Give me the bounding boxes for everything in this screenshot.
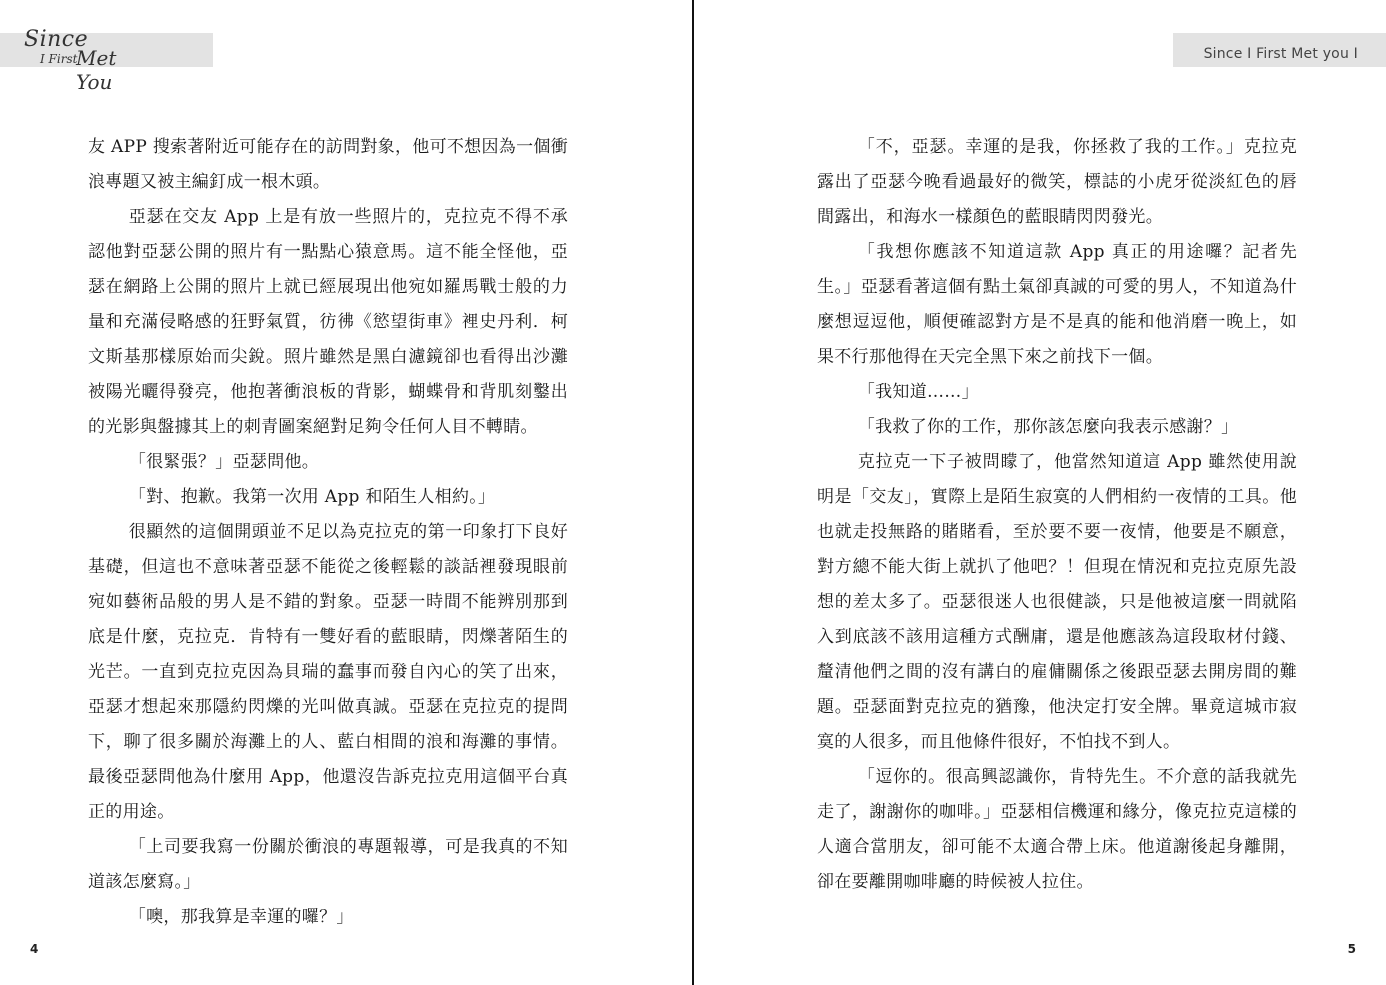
- logo-met-you: Met You: [76, 46, 117, 94]
- running-title: Since I First Met you I: [1203, 46, 1358, 62]
- right-page: [693, 0, 1386, 985]
- paragraph: 「很緊張？」亞瑟問他。: [128, 452, 320, 472]
- page-number: 4: [30, 942, 39, 956]
- paragraph: 「我救了你的工作，那你該怎麼向我表示感謝？」: [857, 417, 1239, 437]
- paragraph: 友 APP 搜索著附近可能存在的訪問對象，他可不想因為一個衝浪專題又被主編釘成一根木頭。: [88, 137, 568, 192]
- paragraph: 很顯然的這個開頭並不足以為克拉克的第一印象打下良好基礎，但這也不意味著亞瑟不能從之後輕鬆的談話裡發現眼前宛如藝術品般的男人是不錯的對象。亞瑟一時間不能辨別那到底是什麼，克拉克．肯特有一雙好看的藍眼睛，閃爍著陌生的光芒。一直到克拉克因為貝瑞的蠢事而發自內心的笑了出來，亞瑟才想起來那隱約閃爍的光叫做真誠。亞瑟在克拉克的提問下，聊了很多關於海灘上的人、藍白相間的浪和海灘的事情。最後亞瑟問他為什麼用 App，他還沒告訴克拉克用這個平台真正的用途。: [88, 522, 568, 822]
- page-number: 5: [1347, 942, 1356, 956]
- body-text: [88, 130, 568, 935]
- paragraph: 「不，亞瑟。幸運的是我，你拯救了我的工作。」克拉克露出了亞瑟今晚看過最好的微笑，標誌的小虎牙從淡紅色的唇間露出，和海水一樣顏色的藍眼睛閃閃發光。: [817, 137, 1297, 227]
- paragraph: 「我知道……」: [857, 382, 979, 402]
- paragraph: 「對、抱歉。我第一次用 App 和陌生人相約。」: [128, 487, 496, 507]
- logo-since: Since: [24, 27, 89, 52]
- logo-i-first: I First: [40, 52, 78, 66]
- paragraph: 克拉克一下子被問矇了，他當然知道這 App 雖然使用說明是「交友」，實際上是陌生寂寞的人們相約一夜情的工具。他也就走投無路的賭賭看，至於要不要一夜情，他要是不願意，對方總不能大街上就扒了他吧？！但現在情況和克拉克原先設想的差太多了。亞瑟很迷人也很健談，只是他被這麼一問就陷入到底該不該用這種方式酬庸，還是他應該為這段取材付錢、釐清他們之間的沒有講白的雇傭關係之後跟亞瑟去開房間的難題。亞瑟面對克拉克的猶豫，他決定打安全牌。畢竟這城市寂寞的人很多，而且他條件很好，不怕找不到人。: [817, 452, 1297, 752]
- paragraph: 亞瑟在交友 App 上是有放一些照片的，克拉克不得不承認他對亞瑟公開的照片有一點點心猿意馬。這不能全怪他，亞瑟在網路上公開的照片上就已經展現出他宛如羅馬戰士般的力量和充滿侵略感的狂野氣質，彷彿《慾望街車》裡史丹利．柯文斯基那樣原始而尖銳。照片雖然是黑白濾鏡卻也看得出沙灘被陽光曬得發亮，他抱著衝浪板的背影，蝴蝶骨和背肌刻鑿出的光影與盤據其上的刺青圖案絕對足夠令任何人目不轉睛。: [88, 207, 568, 437]
- paragraph: 「逗你的。很高興認識你，肯特先生。不介意的話我就先走了，謝謝你的咖啡。」亞瑟相信機運和緣分，像克拉克這樣的人適合當朋友，卻可能不太適合帶上床。他道謝後起身離開，卻在要離開咖啡廳的時候被人拉住。: [817, 767, 1297, 892]
- body-text: [817, 130, 1297, 900]
- paragraph: 「上司要我寫一份關於衝浪的專題報導，可是我真的不知道該怎麼寫。」: [88, 837, 568, 892]
- paragraph: 「我想你應該不知道這款 App 真正的用途囉？記者先生。」亞瑟看著這個有點土氣卻真誠的可愛的男人，不知道為什麼想逗逗他，順便確認對方是不是真的能和他消磨一晚上，如果不行那他得在天完全黑下來之前找下一個。: [817, 242, 1297, 367]
- paragraph: 「噢，那我算是幸運的囉？」: [128, 907, 354, 927]
- book-logo: [24, 27, 134, 94]
